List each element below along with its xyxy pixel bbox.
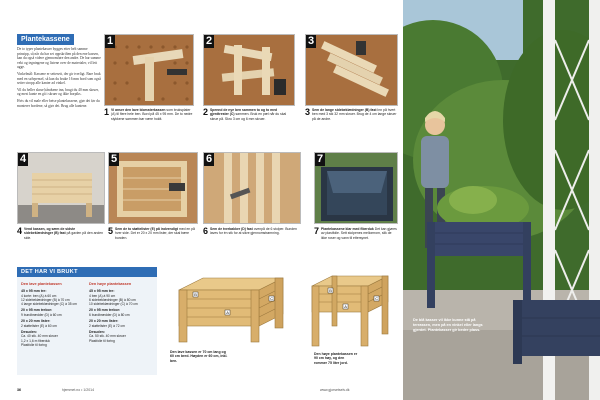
material-section-head: 20 x 20 mm lister: [89,319,119,323]
step-caption-7 [314,227,398,240]
intro-paragraph: Hvis du vil male eller beise plantekassene, gjør det før du monterer bordene, så gjør det. Brug alle kantene. [17,98,100,108]
material-section-head: 45 x 95 mm tre: [21,289,47,293]
materials-low-title: Den lave plantekassen [21,282,62,286]
step-number: 4 [19,153,27,165]
workbench-photo [18,153,105,224]
caption-text: ovenpå de 6 stolper. Bunden laves for én stk for at sikre gjennomstrømning. [210,227,297,236]
workbench-photo [204,35,295,106]
material-item: 2 støttelister (E) à 72 cm [89,323,125,328]
intro-paragraph: Vinkelmål: Kassene er settesett, der gir tverligt. Bare bruk med en sølvpensel, så kan du bruke 16 mm bord som også setter stropp alle kanter ad vinkel. [17,71,101,86]
caption-number: 6 [203,226,209,236]
materials-high [89,280,155,343]
photo-caption: De blå kasser vil ikke kunne stå på terrassen, men på en vinkel eller langs gjerdet. Plantekasser gir bedre plass. [413,318,483,332]
step-photo-3 [305,34,398,106]
planter-lined-photo [315,153,398,224]
workbench-photo [306,35,398,106]
caption-text: Det kan gjøres av plastfolie. Sett stolpenes mellomrom, slik de ikke roser og vann til ettersynet. [321,227,397,240]
step-number: 7 [316,153,324,165]
page-number: 36 [17,388,21,392]
materials-high-title: Den høye plantekassen [89,282,132,286]
caption-number: 2 [203,107,209,117]
intro-paragraph: De to typer plantekasser bygges etter helt samme prinsipp, så når du har set oppskriften på den ene kassen, kan du også videre gjennomføre den andre. De har samme vekt og tegningene og listene over de materialer, vil lett ugge. [17,47,101,70]
material-item: 2 støttelister (E) à 60 cm [21,323,57,328]
material-item: Ca. 50 stk. 40 mm skruer [89,334,126,339]
material-item: 4 ben (A) à 90 cm [89,293,116,298]
step-photo-2 [203,34,295,106]
low-planter-diagram [165,270,293,348]
caption-text: med en på hver side. Det er 20 x 20 mm lister, der skal bære bunden. [115,227,195,240]
material-item: 6 bundbrædder (D) à 80 cm [89,312,130,317]
materials-header: DET HAR VI BRUKT [17,267,157,277]
step-photo-6 [203,152,301,224]
materials-low [21,280,87,347]
material-item: Plastfolie til foring [89,338,115,343]
workbench-photo [105,35,194,106]
caption-bold: Sem de lange sidebeklædninger (B) fast [312,108,377,112]
material-item: 1,2 x 1,6 m fiberduk [21,338,50,343]
step-caption-2 [203,108,295,121]
low-diagram-caption: Den lave kassen er 70 cm lang og 60 cm bred. Høyden er 60 cm, inkl. ben. [170,350,228,363]
step-photo-4 [17,152,105,224]
material-section-head: 20 x 95 mm trebor: [21,308,53,313]
step-photo-5 [108,152,198,224]
step-caption-1 [104,108,194,121]
footer-left [17,388,94,392]
caption-number: 4 [17,226,23,236]
step-number: 5 [110,153,118,165]
materials-box [17,267,157,375]
step-caption-3 [305,108,398,121]
step-number: 3 [307,35,315,47]
material-item: Plastfolie til foring [21,342,47,347]
svg-text:C: C [375,296,379,302]
step-caption-5 [108,227,198,240]
step-photo-1 [104,34,194,106]
intro-paragraph: Vil du heller skrue båndsene inn, brugt du 40 mm skruer, og mest kante en gå i skruer og ikke borpiks. [17,87,99,97]
caption-number: 1 [104,107,110,117]
material-item: Ca. 40 stk. 40 mm skruer [21,334,58,339]
caption-number: 7 [314,226,320,236]
material-section-head: Desuden: [89,329,105,334]
step-photo-7 [314,152,398,224]
caption-bold: Sem de tverbakker (D) fast [210,227,253,231]
right-page-photo [403,0,600,400]
caption-bold: Vend kassen, og sæm de sidste sidebeklædninger (B) fast [24,227,76,236]
workbench-photo [204,153,301,224]
step-number: 6 [205,153,213,165]
footer-url: www.gjorsetselv.dk [320,388,350,392]
caption-bold: Sem de to støttelister (E) på indvendigt [115,227,178,231]
caption-bold: Vi anser den lave blomsterkassen [111,108,166,112]
material-item: 12 sidebeklædninger (B) à 70 cm [21,297,70,302]
svg-text:B: B [194,292,197,298]
material-section-head: 20 x 95 mm trebor: [89,308,121,313]
caption-bold: Plantekassene klar med fiberduk [321,227,374,231]
caption-number: 3 [305,107,311,117]
caption-text: Inn på hvert ben med 3 stk 32 mm skruer. Brug de 4 cm lange skruer på de andre. [312,108,397,121]
high-diagram-caption: Den høye plantekassen er 90 cm høy, og den rommer 75 liter jord. [314,352,358,365]
article-title: Plantekassene [17,34,74,45]
step-number: 1 [106,35,114,47]
material-item: 4 lange sidebeklædninger (C) à 35 cm [21,302,77,306]
material-item: 9 bundbrædder (D) à 60 cm [21,312,62,317]
caption-text: sammen. Bruk en pæl når du skal skrue på. Skru 3 cm og 6 mm skruer. [210,112,287,121]
caption-bold: Spennd de nye ben sammen to og to med gjerdtrester (C) [210,108,278,117]
material-section-head: 45 x 95 mm tre: [89,289,115,293]
garden-photo [403,0,600,400]
magazine-issue: hjemmet.no • 1/2014 [61,388,95,392]
svg-text:C: C [270,296,274,302]
workbench-photo [109,153,198,224]
step-number: 2 [205,35,213,47]
step-caption-4 [17,227,105,240]
svg-text:A: A [226,310,229,316]
material-item: 4 korte: ben (A) à 60 cm [21,293,57,298]
material-item: 6 sidebeklædninger (B) à 80 cm [89,297,136,302]
material-section-head: 20 x 20 mm lister: [21,319,51,323]
high-planter-diagram [298,272,402,350]
caption-text: som bruksplater (A) til flere hele ben. Bord på 45 x 95 mm. De to nedre stykkene sammen bør være holdt. [111,108,193,121]
svg-text:A: A [344,304,347,310]
svg-text:B: B [329,288,332,294]
material-section-head: Desuden: [21,329,37,334]
step-caption-6 [203,227,301,236]
intro-text [17,47,101,110]
material-item: 10 sidebeklædninger (C) à 70 cm [89,302,138,306]
caption-text: på gavlen på den anden side. [24,231,103,240]
caption-number: 5 [108,226,114,236]
